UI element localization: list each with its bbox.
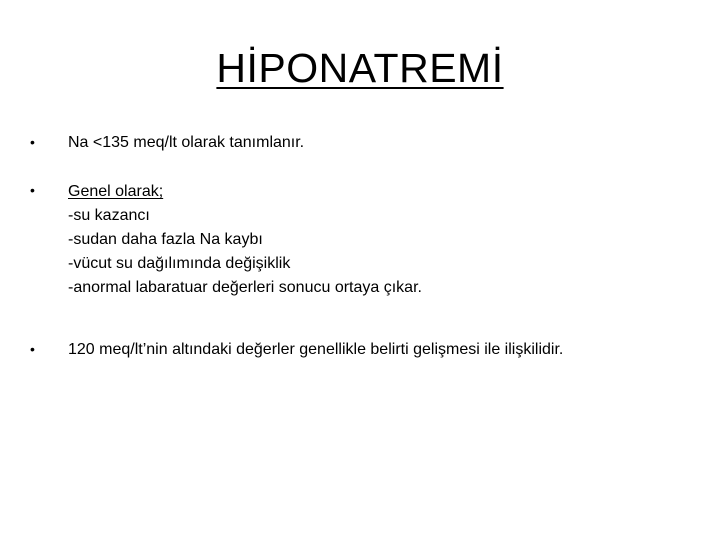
bullet-text-1: Na <135 meq/lt olarak tanımlanır. — [68, 134, 305, 151]
slide-title: HİPONATREMİ — [216, 45, 504, 91]
bullet-heading: Genel olarak; — [68, 183, 164, 200]
bullet-text-3: 120 meq/lt’nin altındaki değerler genellikle belirti gelişmesi ile ilişkilidir. — [68, 341, 564, 358]
bullet-marker: • — [30, 182, 35, 198]
bullet-marker: • — [30, 134, 35, 150]
bullet-subline: -vücut su dağılımında değişiklik — [68, 255, 291, 272]
bullet-subline: -anormal labaratuar değerleri sonucu ortaya çıkar. — [68, 279, 422, 296]
bullet-subline: -su kazancı — [68, 207, 150, 224]
bullet-block-2 — [68, 180, 422, 300]
bullet-subline: -sudan daha fazla Na kaybı — [68, 231, 263, 248]
bullet-marker: • — [30, 341, 35, 357]
